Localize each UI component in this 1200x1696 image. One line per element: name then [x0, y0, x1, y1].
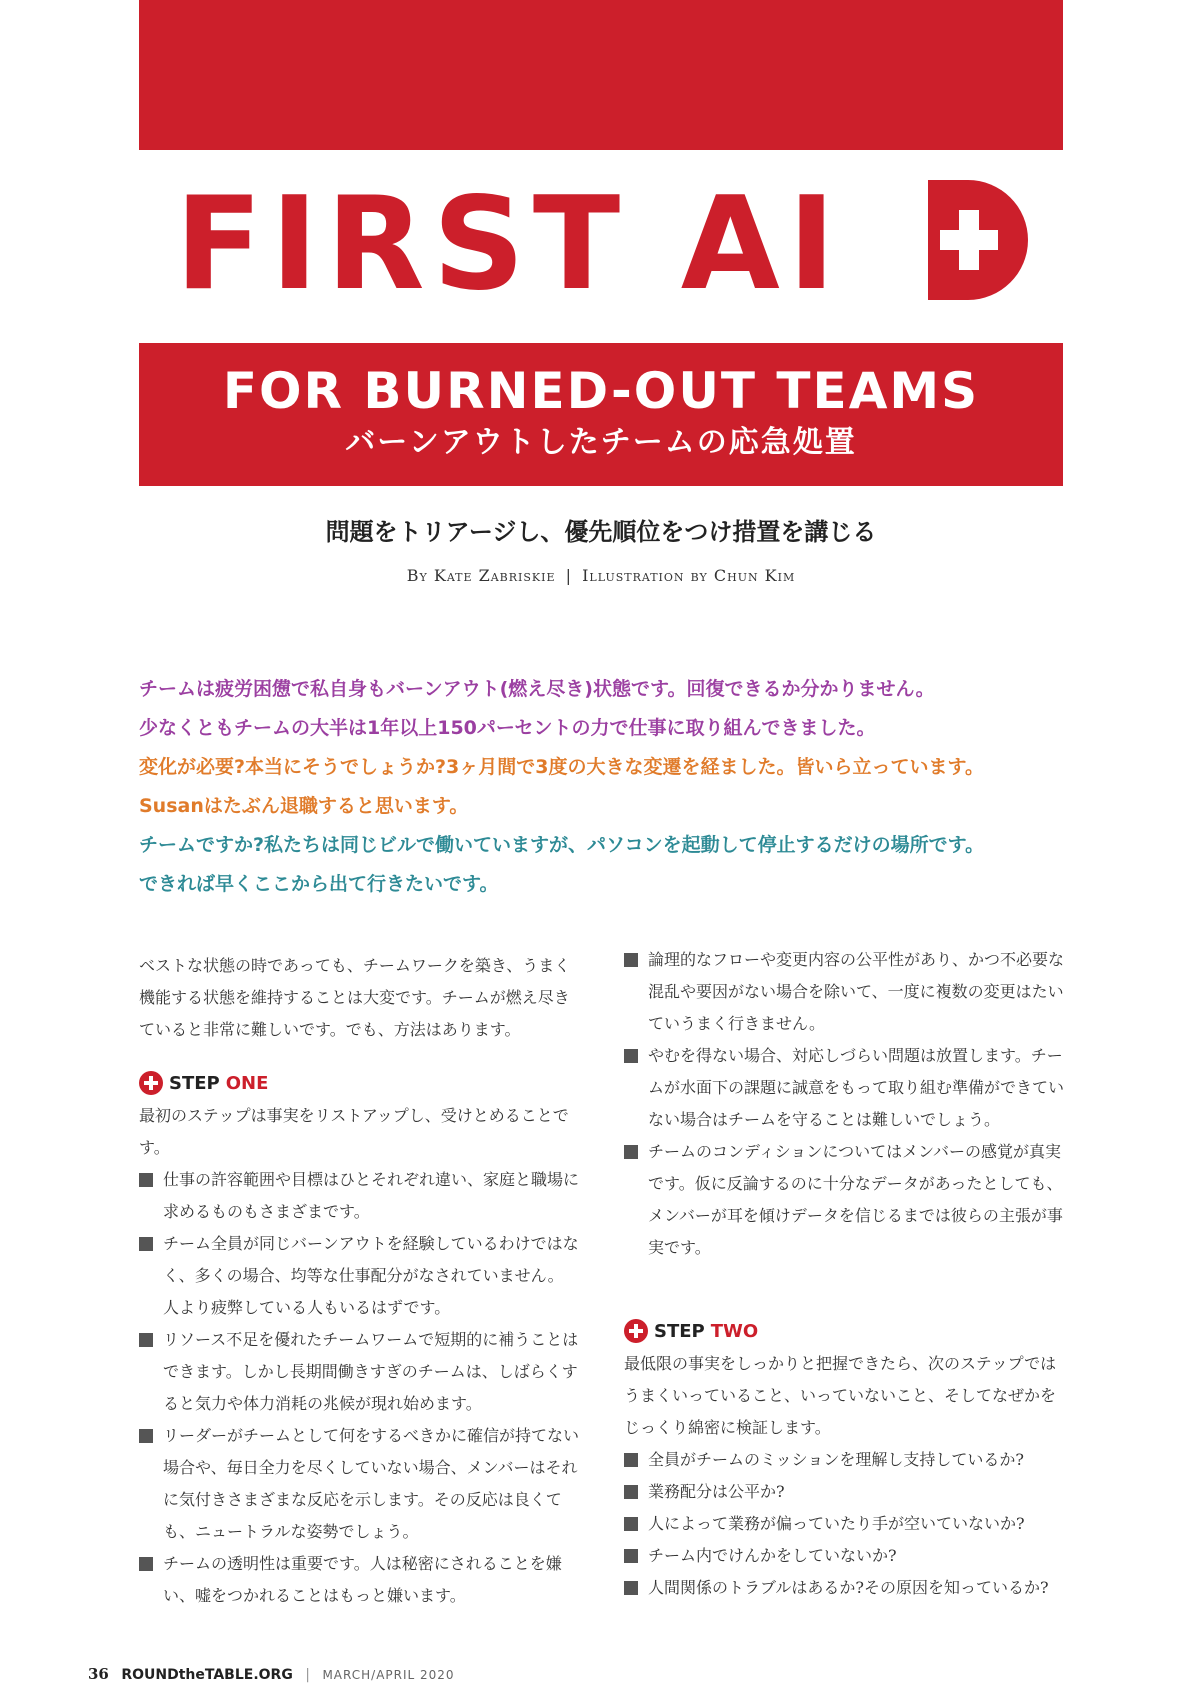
- right-column: [624, 944, 1064, 1604]
- step-two-questions: [624, 1444, 1064, 1604]
- bullet-square-icon: [624, 1517, 638, 1531]
- list-item: リーダーがチームとして何をするべきかに確信が持てない場合や、毎日全力を尽くしていない場合、メンバーはそれに気付きさまざまな反応を示します。その反応は良くても、ニュートラルな姿勢でしょう。: [139, 1420, 579, 1548]
- bullet-square-icon: [624, 1049, 638, 1063]
- step-two-heading: [624, 1314, 1064, 1348]
- list-item: 人によって業務が偏っていたり手が空いていないか?: [624, 1508, 1064, 1540]
- pull-quote: Susanはたぶん退職すると思います。: [139, 795, 469, 817]
- plus-circle-icon: [624, 1319, 648, 1343]
- headline-first-aid: [175, 170, 1055, 319]
- step-two-word-number: TWO: [710, 1320, 759, 1342]
- page-number: 36: [88, 1665, 109, 1683]
- pull-quote: できれば早くここから出て行きたいです。: [139, 873, 499, 895]
- list-item: チーム内でけんかをしていないか?: [624, 1540, 1064, 1572]
- headline-text: FIRST AI: [175, 170, 844, 319]
- bullet-square-icon: [139, 1237, 153, 1251]
- plus-circle-icon: [139, 1071, 163, 1095]
- step-one-bullets: [139, 1164, 579, 1612]
- footer-brand-link[interactable]: ROUNDtheTABLE.ORG: [121, 1667, 293, 1683]
- left-column: [139, 950, 579, 1612]
- list-item: 仕事の許容範囲や目標はひとそれぞれ違い、家庭と職場に求めるものもさまざまです。: [139, 1164, 579, 1228]
- issue-date: MARCH/APRIL 2020: [322, 1668, 455, 1682]
- continued-bullets: [624, 944, 1064, 1264]
- article-dek: 問題をトリアージし、優先順位をつけ措置を講じる: [325, 518, 877, 546]
- step-two-word-step: STEP: [654, 1320, 705, 1342]
- subtitle-english: FOR BURNED-OUT TEAMS: [222, 362, 980, 420]
- bullet-square-icon: [624, 1581, 638, 1595]
- bullet-square-icon: [624, 1453, 638, 1467]
- list-item: 人間関係のトラブルはあるか?その原因を知っているか?: [624, 1572, 1064, 1604]
- bullet-square-icon: [139, 1557, 153, 1571]
- step-one-intro: 最初のステップは事実をリストアップし、受けとめることです。: [139, 1106, 569, 1157]
- bullet-square-icon: [624, 1485, 638, 1499]
- step-two-intro: 最低限の事実をしっかりと把握できたら、次のステップではうまくいっていること、いっていないこと、そしてなぜかをじっくり綿密に検証します。: [624, 1354, 1057, 1437]
- list-item: チームのコンディションについてはメンバーの感覚が真実です。仮に反論するのに十分なデータがあったとしても、メンバーが耳を傾けデータを信じるまでは彼らの主張が事実です。: [624, 1136, 1064, 1264]
- list-item: 論理的なフローや変更内容の公平性があり、かつ不必要な混乱や要因がない場合を除いて、一度に複数の変更はたいていうまく行きません。: [624, 944, 1064, 1040]
- bullet-square-icon: [624, 953, 638, 967]
- intro-paragraph: ベストな状態の時であっても、チームワークを築き、うまく機能する状態を維持することは大変です。チームが燃え尽きていると非常に難しいです。でも、方法はあります。: [139, 956, 571, 1039]
- subtitle-band: [139, 343, 1063, 486]
- byline-author: By Kate Zabriskie: [406, 566, 556, 585]
- bullet-square-icon: [624, 1145, 638, 1159]
- list-item: やむを得ない場合、対応しづらい問題は放置します。チームが水面下の課題に誠意をもって取り組む準備ができていない場合はチームを守ることは難しいでしょう。: [624, 1040, 1064, 1136]
- list-item: チーム全員が同じバーンアウトを経験しているわけではなく、多くの場合、均等な仕事配分がなされていません。人より疲弊している人もいるはずです。: [139, 1228, 579, 1324]
- subtitle-japanese: バーンアウトしたチームの応急処置: [345, 425, 857, 460]
- list-item: 業務配分は公平か?: [624, 1476, 1064, 1508]
- step-one-word-step: STEP: [169, 1072, 220, 1094]
- byline-illustrator: Illustration by Chun Kim: [582, 566, 796, 585]
- bullet-square-icon: [624, 1549, 638, 1563]
- bullet-square-icon: [139, 1173, 153, 1187]
- bullet-square-icon: [139, 1333, 153, 1347]
- list-item: リソース不足を優れたチームワームで短期的に補うことはできます。しかし長期間働きすぎのチームは、しばらくすると気力や体力消耗の兆候が現れ始めます。: [139, 1324, 579, 1420]
- cross-d-icon: [928, 180, 1028, 300]
- pull-quotes: [139, 670, 1079, 904]
- page-footer: [88, 1665, 455, 1683]
- step-one-word-number: ONE: [225, 1072, 269, 1094]
- list-item: 全員がチームのミッションを理解し支持しているか?: [624, 1444, 1064, 1476]
- bullet-square-icon: [139, 1429, 153, 1443]
- pull-quote: チームですか?私たちは同じビルで働いていますが、パソコンを起動して停止するだけの場所です。: [139, 834, 985, 856]
- byline: [139, 566, 1063, 585]
- pull-quote: 少なくともチームの大半は1年以上150パーセントの力で仕事に取り組んできました。: [139, 717, 876, 739]
- pull-quote: 変化が必要?本当にそうでしょうか?3ヶ月間で3度の大きな変遷を経ました。皆いら立っています。: [139, 756, 984, 778]
- list-item: チームの透明性は重要です。人は秘密にされることを嫌い、嘘をつかれることはもっと嫌います。: [139, 1548, 579, 1612]
- byline-separator: |: [565, 566, 573, 585]
- step-one-heading: [139, 1066, 579, 1100]
- pull-quote: チームは疲労困憊で私自身もバーンアウト(燃え尽き)状態です。回復できるか分かりません。: [139, 678, 935, 700]
- top-red-band: [139, 0, 1063, 150]
- footer-separator: |: [305, 1667, 310, 1683]
